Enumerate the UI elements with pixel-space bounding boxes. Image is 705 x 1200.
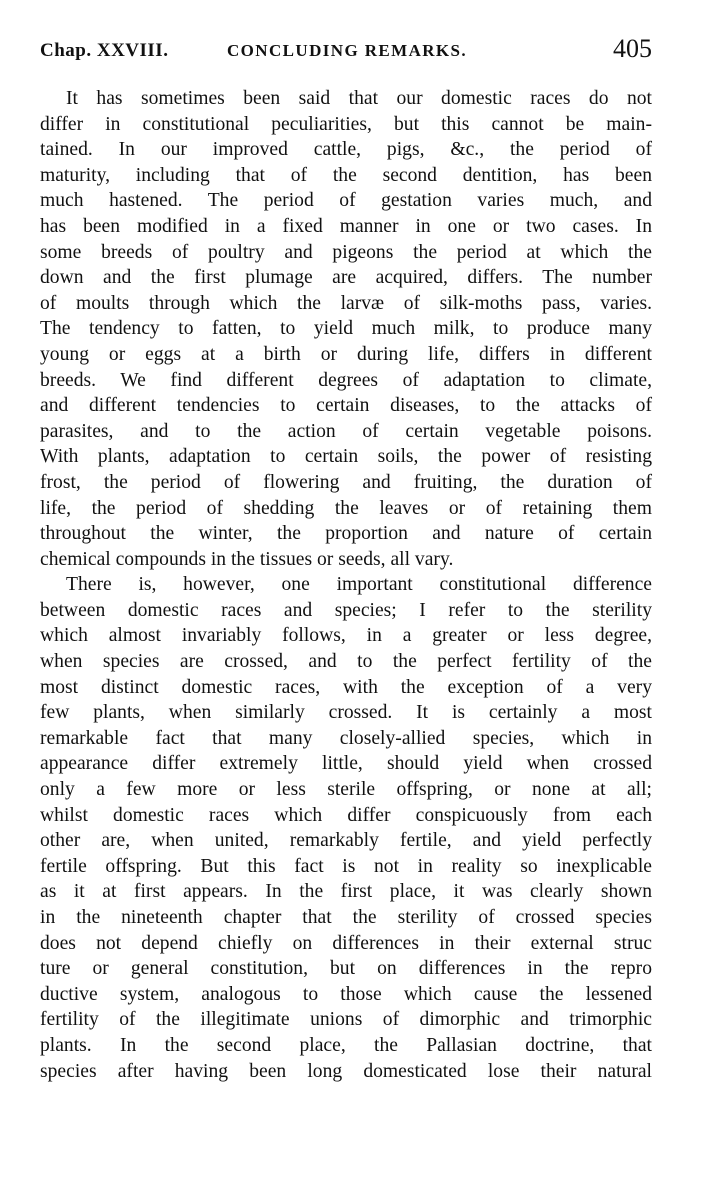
text-line-content: throughout the winter, the proportion and nature of certain xyxy=(40,523,652,545)
text-line-content: whilst domestic races which differ conspicuously from each xyxy=(40,804,652,826)
text-line xyxy=(40,803,652,829)
text-line-content: tained. In our improved cattle, pigs, &c., the period of xyxy=(40,139,652,161)
text-line-content: young or eggs at a birth or during life, differs in different xyxy=(40,343,652,365)
text-line-content: remarkable fact that many closely-allied species, which in xyxy=(40,727,652,749)
text-line-content: ductive system, analogous to those which cause the lessened xyxy=(40,983,652,1005)
text-line-content: It has sometimes been said that our domestic races do not xyxy=(66,88,652,109)
paragraph-1 xyxy=(40,86,652,572)
text-line-content: between domestic races and species; I refer to the sterility xyxy=(40,599,652,621)
text-line xyxy=(40,777,652,803)
text-line-content: in the nineteenth chapter that the sterility of crossed species xyxy=(40,907,652,928)
text-line-content: does not depend chiefly on differences in their external struc xyxy=(40,932,652,954)
text-line-content: appearance differ extremely little, should yield when crossed xyxy=(40,753,652,775)
text-line-content: which almost invariably follows, in a greater or less degree, xyxy=(40,625,652,647)
text-line xyxy=(40,316,652,342)
text-line xyxy=(40,547,652,573)
text-line xyxy=(40,905,652,931)
text-line-content: some breeds of poultry and pigeons the period at which the xyxy=(40,241,652,263)
text-line xyxy=(40,1059,652,1085)
text-line xyxy=(40,368,652,394)
text-line-content: much hastened. The period of gestation varies much, and xyxy=(40,190,652,212)
text-line-content: when species are crossed, and to the perfect fertility of the xyxy=(40,651,652,673)
text-line-content: as it at first appears. In the first place, it was clearly shown xyxy=(40,881,652,903)
text-line-content: species after having been long domesticated lose their natural xyxy=(40,1060,652,1082)
chapter-label: Chap. XXVIII. xyxy=(40,40,169,61)
chapter-title: CONCLUDING REMARKS. xyxy=(227,41,468,60)
text-line-content: ture or general constitution, but on differences in the repro xyxy=(40,958,652,980)
text-line xyxy=(40,572,652,598)
text-line xyxy=(40,675,652,701)
text-line-content: life, the period of shedding the leaves or of retaining them xyxy=(40,497,652,519)
text-line xyxy=(40,982,652,1008)
text-line xyxy=(40,700,652,726)
text-line xyxy=(40,496,652,522)
text-line xyxy=(40,828,652,854)
text-line-content: The tendency to fatten, to yield much milk, to produce many xyxy=(40,318,652,340)
text-line-content: only a few more or less sterile offspring, or none at all; xyxy=(40,779,652,801)
text-line xyxy=(40,112,652,138)
running-head xyxy=(40,34,654,70)
text-line-content: parasites, and to the action of certain vegetable poisons. xyxy=(40,420,652,442)
text-line xyxy=(40,649,652,675)
text-line-content: fertility of the illegitimate unions of dimorphic and trimorphic xyxy=(40,1009,652,1031)
text-line-content: other are, when united, remarkably fertile, and yield perfectly xyxy=(40,830,652,852)
text-line-content: few plants, when similarly crossed. It is certainly a most xyxy=(40,702,652,724)
text-line xyxy=(40,623,652,649)
text-line xyxy=(40,137,652,163)
text-line xyxy=(40,393,652,419)
text-line-content: most distinct domestic races, with the exception of a very xyxy=(40,676,652,698)
text-line xyxy=(40,291,652,317)
paragraph-2 xyxy=(40,572,652,1084)
text-line xyxy=(40,854,652,880)
text-line xyxy=(40,726,652,752)
text-line-content: has been modified in a fixed manner in one or two cases. In xyxy=(40,215,652,237)
text-line-content: chemical compounds in the tissues or seeds, all vary. xyxy=(40,548,454,570)
text-line-content: breeds. We find different degrees of adaptation to climate, xyxy=(40,369,652,391)
page-number: 405 xyxy=(613,34,652,63)
text-line-content: fertile offspring. But this fact is not in reality so inexplicable xyxy=(40,855,652,877)
text-line-content: differ in constitutional peculiarities, but this cannot be main- xyxy=(40,113,652,135)
text-line-content: There is, however, one important constitutional difference xyxy=(66,574,652,596)
text-line xyxy=(40,1033,652,1059)
text-line-content: down and the first plumage are acquired, differs. The number xyxy=(40,267,652,289)
text-line xyxy=(40,265,652,291)
text-line-content: plants. In the second place, the Pallasian doctrine, that xyxy=(40,1034,652,1056)
text-line xyxy=(40,521,652,547)
text-line xyxy=(40,598,652,624)
text-line xyxy=(40,931,652,957)
text-line xyxy=(40,1007,652,1033)
text-line-content: With plants, adaptation to certain soils, the power of resisting xyxy=(40,446,652,468)
text-line xyxy=(40,751,652,777)
text-line xyxy=(40,879,652,905)
text-line xyxy=(40,240,652,266)
text-line xyxy=(40,214,652,240)
text-line-content: maturity, including that of the second dentition, has been xyxy=(40,164,652,186)
text-line-content: frost, the period of flowering and fruiting, the duration of xyxy=(40,471,652,493)
text-line xyxy=(40,470,652,496)
text-line xyxy=(40,444,652,470)
text-line-content: of moults through which the larvæ of silk-moths pass, varies. xyxy=(40,292,652,314)
text-line xyxy=(40,188,652,214)
text-line xyxy=(40,419,652,445)
body-text xyxy=(40,86,652,1084)
text-line-content: and different tendencies to certain diseases, to the attacks of xyxy=(40,395,652,417)
text-line xyxy=(40,956,652,982)
text-line xyxy=(40,163,652,189)
text-line xyxy=(40,342,652,368)
text-line xyxy=(40,86,652,112)
